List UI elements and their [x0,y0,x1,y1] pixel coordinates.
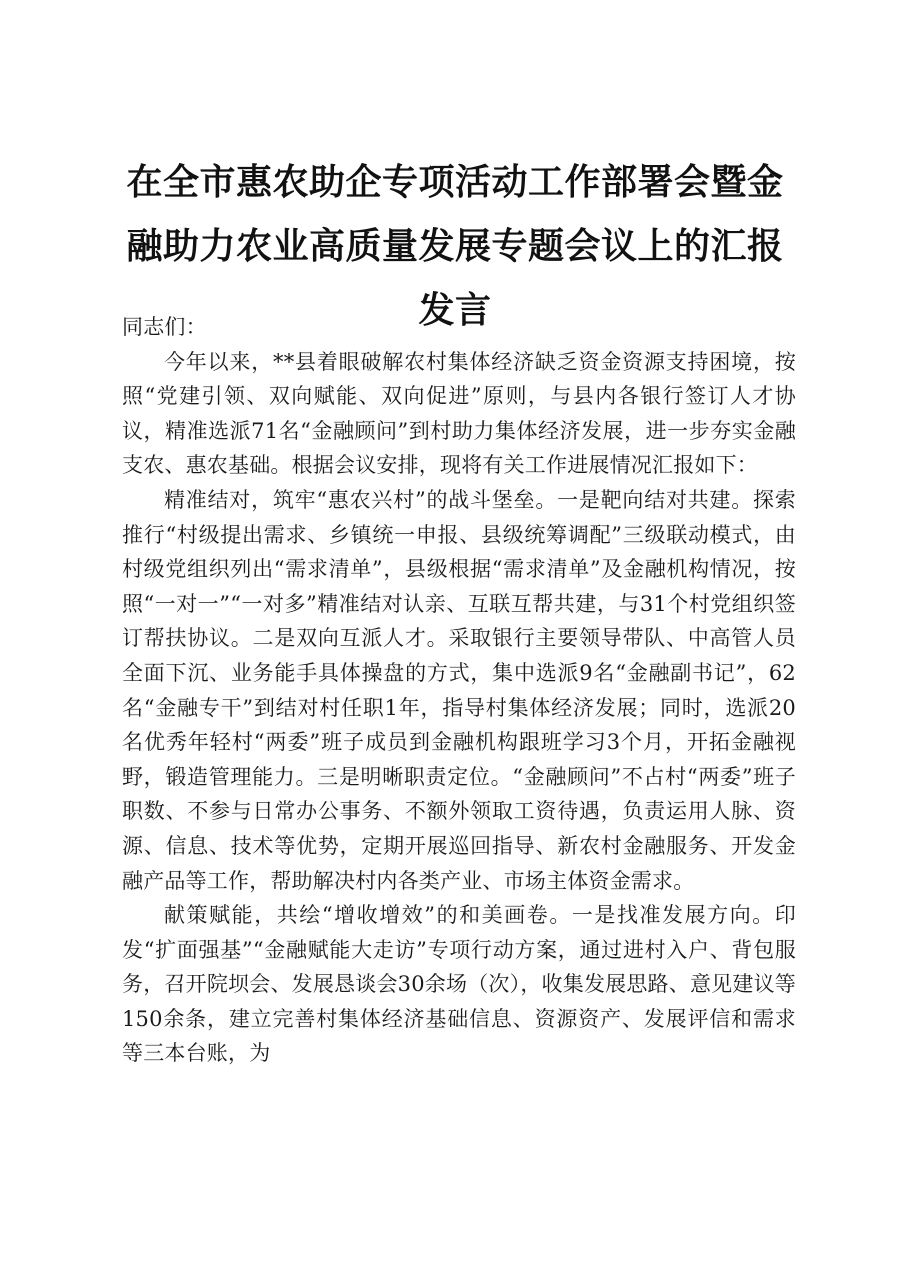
salutation: 同志们： [122,315,207,339]
document-body [122,310,796,1071]
paragraph-intro: 今年以来，**县着眼破解农村集体经济缺乏资金资源支持困境，按照“党建引领、双向赋能、双向促进”原则，与县内各银行签订人才协议，精准选派71名“金融顾问”到村助力集体经济发展，进一步夯实金融支农、惠农基础。根据会议安排，现将有关工作进展情况汇报如下： [122,349,796,478]
document-title: 在全市惠农助企专项活动工作部署会暨金融助力农业高质量发展专题会议上的汇报发言 [126,161,784,331]
paragraph-section-1: 精准结对，筑牢“惠农兴村”的战斗堡垒。一是靶向结对共建。探索推行“村级提出需求、乡镇统一申报、县级统筹调配”三级联动模式，由村级党组织列出“需求清单”，县级根据“需求清单”及金融机构情况，按照“一对一”“一对多”精准结对认亲、互联互帮共建，与31个村党组织签订帮扶协议。二是双向互派人才。采取银行主要领导带队、中高管人员全面下沉、业务能手具体操盘的方式，集中选派9名“金融副书记”，62名“金融专干”到结对村任职1年，指导村集体经济发展；同时，选派20名优秀年轻村“两委”班子成员到金融机构跟班学习3个月，开拓金融视野，锻造管理能力。三是明晰职责定位。“金融顾问”不占村“两委”班子职数、不参与日常办公事务、不额外领取工资待遇，负责运用人脉、资源、信息、技术等优势，定期开展巡回指导、新农村金融服务、开发金融产品等工作，帮助解决村内各类产业、市场主体资金需求。 [122,487,796,893]
paragraph-section-2: 献策赋能，共绘“增收增效”的和美画卷。一是找准发展方向。印发“扩面强基”“金融赋能大走访”专项行动方案，通过进村入户、背包服务，召开院坝会、发展恳谈会30余场（次），收集发展思路、意见建议等150余条，建立完善村集体经济基础信息、资源资产、发展评信和需求等三本台账，为 [122,903,796,1066]
